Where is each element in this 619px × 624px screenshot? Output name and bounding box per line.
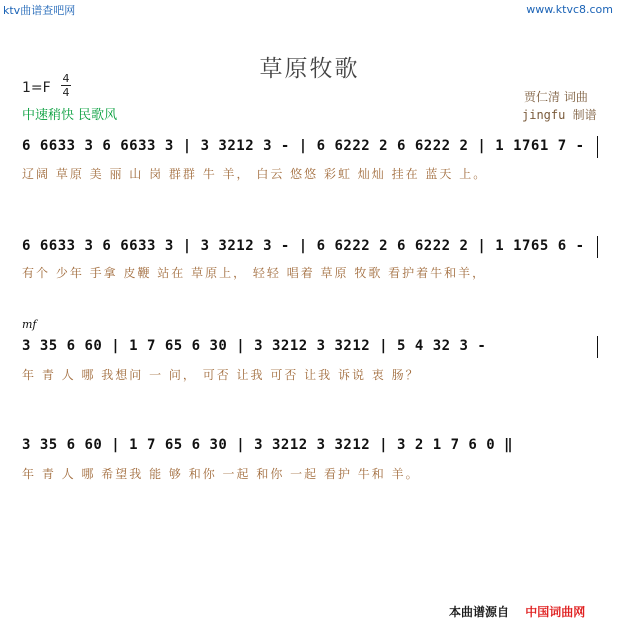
barline	[597, 136, 598, 158]
tempo-marking: 中速稍快 民歌风	[22, 108, 118, 123]
key-signature: 1=F	[22, 80, 51, 96]
lyric-row-4: 年 青 人 哪 希望我 能 够 和你 一起 和你 一起 看护 牛和 羊。	[22, 467, 420, 481]
footer-source-text: 本曲谱源自	[449, 605, 510, 619]
composer-credit: 贾仁清 词曲	[524, 90, 588, 104]
lyric-row-2: 有个 少年 手拿 皮鞭 站在 草原上， 轻轻 唱着 草原 牧歌 看护着牛和羊，	[22, 266, 487, 280]
transcriber-credit: jingfu 制谱	[522, 108, 597, 122]
footer-brand-link[interactable]: 中国词曲网	[525, 605, 586, 619]
source-footer	[449, 603, 585, 620]
notation-row-2: 6 6633 3 6 6633 3 | 3 3212 3 - | 6 6222 2 6 6222 2 | 1 1765 6 -	[22, 238, 585, 254]
dynamic-marking: mf	[22, 318, 37, 331]
time-signature-top: 4	[62, 72, 70, 85]
barline	[597, 336, 598, 358]
notation-row-3: 3 35 6 60 | 1 7 65 6 30 | 3 3212 3 3212 | 5 4 32 3 -	[22, 338, 487, 354]
time-signature-bottom: 4	[62, 86, 70, 99]
watermark-right: www.ktvc8.com	[526, 3, 613, 16]
barline	[597, 236, 598, 258]
lyric-row-3: 年 青 人 哪 我想问 一 问， 可否 让我 可否 让我 诉说 衷 肠？	[22, 368, 420, 382]
song-title: 草原牧歌	[259, 56, 360, 82]
watermark-left: ktv曲谱查吧网	[3, 4, 76, 17]
lyric-row-1: 辽阔 草原 美 丽 山 岗 群群 牛 羊， 白云 悠悠 彩虹 灿灿 挂在 蓝天 上。	[22, 167, 488, 181]
time-signature	[61, 72, 71, 99]
notation-row-4: 3 35 6 60 | 1 7 65 6 30 | 3 3212 3 3212 | 3 2 1 7 6 0 ‖	[22, 437, 514, 453]
notation-row-1: 6 6633 3 6 6633 3 | 3 3212 3 - | 6 6222 2 6 6222 2 | 1 1761 7 -	[22, 138, 585, 154]
